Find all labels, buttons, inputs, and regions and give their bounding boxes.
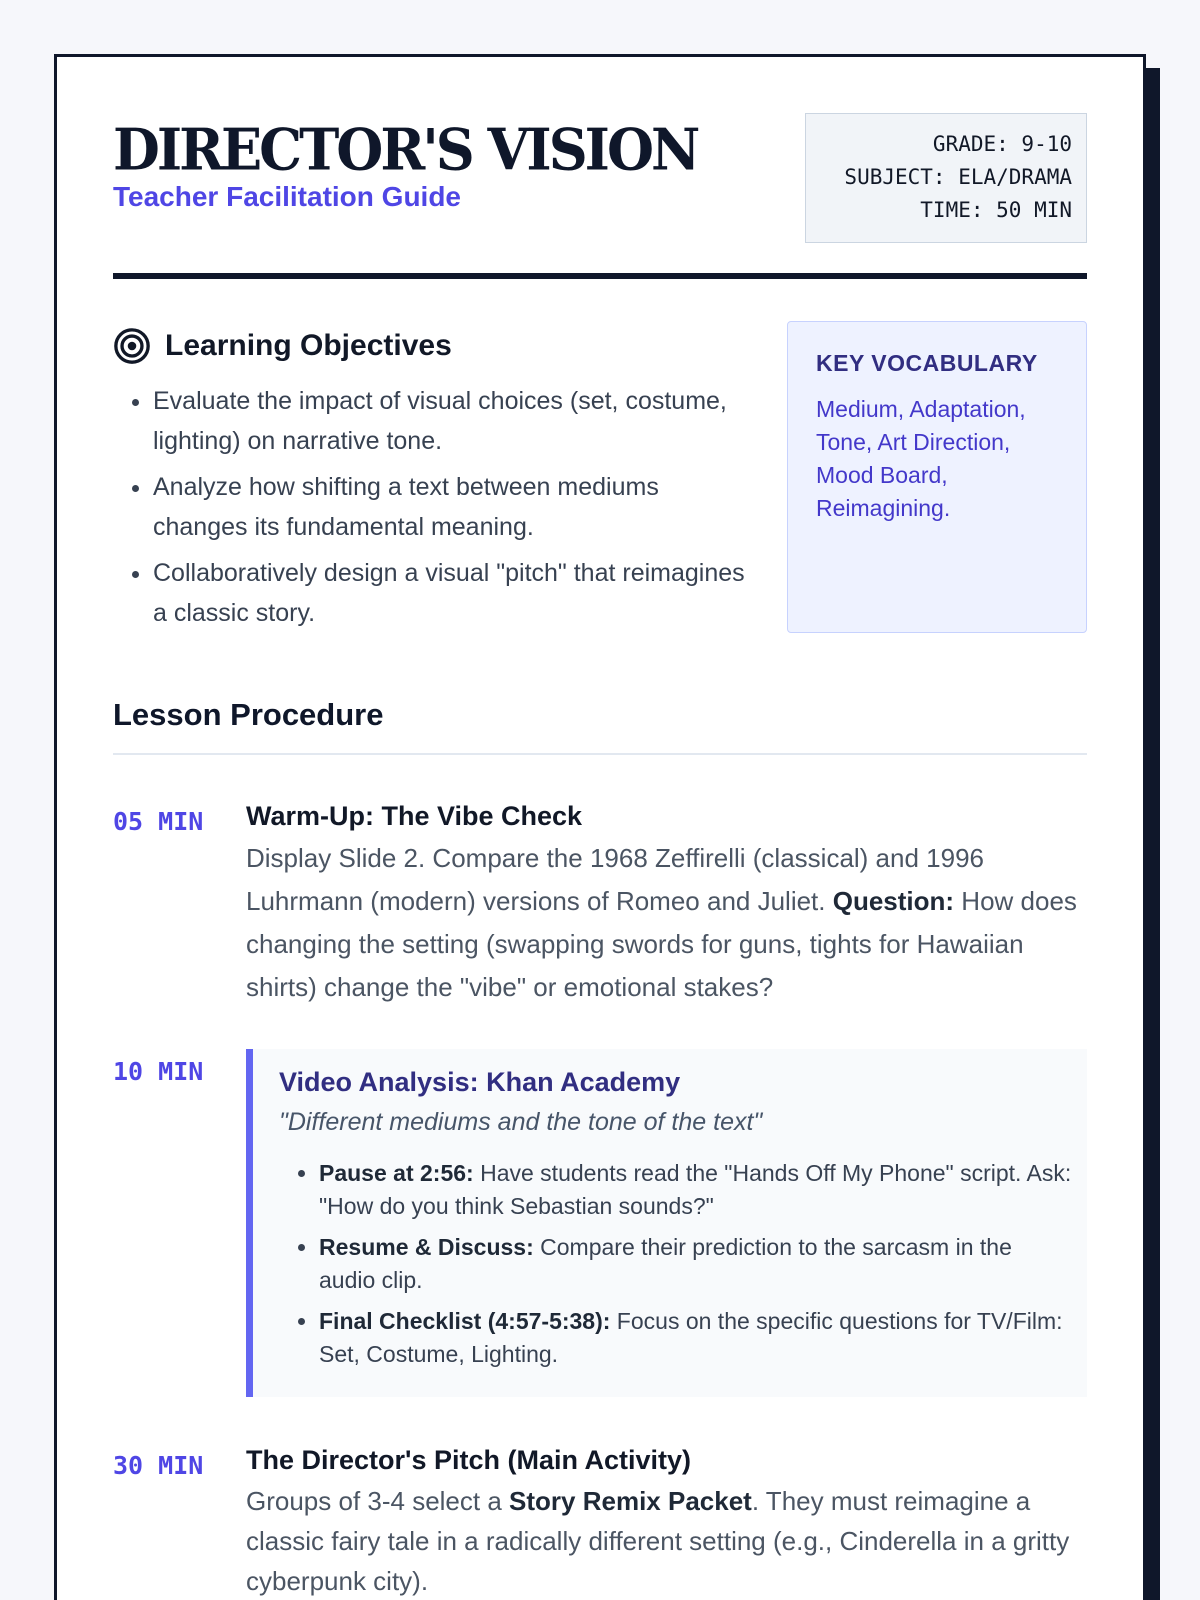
step-title: The Director's Pitch (Main Activity) xyxy=(246,1445,691,1475)
list-item xyxy=(319,1231,1073,1297)
header xyxy=(113,113,1087,273)
list-item: • Collaboratively design a visual "pitch" that reimagines a classic story. xyxy=(153,553,753,633)
grade-meta: GRADE: 9-10 xyxy=(932,132,1072,156)
step-body xyxy=(246,799,1087,1009)
item-text: Compare their prediction to the sarcasm in the audio clip. xyxy=(319,1234,1012,1293)
item-bold: Final Checklist (4:57-5:38): xyxy=(319,1308,611,1334)
step-description xyxy=(246,837,1087,1009)
desc-text: Groups of 3-4 select a xyxy=(246,1486,510,1516)
item-bold: Resume & Discuss: xyxy=(319,1234,534,1260)
step-body xyxy=(246,1443,1092,1600)
desc-text: Display Slide 2. Compare the 1968 Zeffirelli (classical) and 1996 Luhrmann (modern) versions of Romeo and Juliet. xyxy=(246,843,985,916)
header-divider xyxy=(113,273,1087,279)
step-description xyxy=(246,1481,1092,1600)
objectives-list xyxy=(153,381,753,633)
step-title: Warm-Up: The Vibe Check xyxy=(246,801,583,831)
time-meta: TIME: 50 MIN xyxy=(920,198,1072,222)
procedure-step-pitch xyxy=(113,1443,1087,1600)
lesson-meta-box xyxy=(805,113,1087,243)
step-time: 30 MIN xyxy=(113,1451,204,1480)
video-analysis-callout xyxy=(246,1049,1087,1397)
step-time: 10 MIN xyxy=(113,1057,204,1086)
target-icon xyxy=(113,327,151,365)
item-text: Have students read the "Hands Off My Phone" script. Ask: "How do you think Sebastian sounds?" xyxy=(319,1160,1072,1219)
objectives-heading-text: Learning Objectives xyxy=(165,329,452,362)
subject-meta: SUBJECT: ELA/DRAMA xyxy=(844,165,1072,189)
vocabulary-terms: Medium, Adaptation, Tone, Art Direction, Mood Board, Reimagining. xyxy=(816,396,1026,521)
lesson-page xyxy=(54,54,1146,1600)
callout-title: Video Analysis: Khan Academy xyxy=(279,1067,681,1097)
list-item: • Analyze how shifting a text between mediums changes its fundamental meaning. xyxy=(153,467,753,547)
list-item xyxy=(319,1305,1073,1371)
desc-bold: Story Remix Packet xyxy=(509,1486,752,1516)
desc-bold: Question: xyxy=(832,886,955,916)
list-item xyxy=(319,1157,1073,1223)
objectives-section xyxy=(113,321,1087,641)
callout-list xyxy=(319,1157,1073,1371)
title-block xyxy=(113,113,697,213)
desc-text: . They must reimagine a classic fairy tale in a radically different setting (e.g., Cinderella in a gritty cyberpunk city). xyxy=(246,1486,1070,1596)
procedure-divider xyxy=(113,753,1087,755)
key-vocabulary-box xyxy=(787,321,1087,633)
callout-quote: "Different mediums and the tone of the text" xyxy=(279,1108,763,1136)
objectives-heading xyxy=(113,327,753,365)
step-time: 05 MIN xyxy=(113,807,204,836)
procedure-heading: Lesson Procedure xyxy=(113,697,384,732)
page-subtitle: Teacher Facilitation Guide xyxy=(113,181,462,212)
page-title: DIRECTOR'S VISION xyxy=(113,115,698,184)
procedure-step-warmup xyxy=(113,799,1087,1009)
desc-text: How does changing the setting (swapping swords for guns, tights for Hawaiian shirts) change the "vibe" or emotional stakes? xyxy=(246,886,1077,1002)
item-bold: Pause at 2:56: xyxy=(319,1160,474,1186)
list-item: • Evaluate the impact of visual choices (set, costume, lighting) on narrative tone. xyxy=(153,381,753,461)
vocabulary-title: KEY VOCABULARY xyxy=(816,350,1038,376)
procedure-step-video xyxy=(113,1049,1087,1397)
item-text: Focus on the specific questions for TV/Film: Set, Costume, Lighting. xyxy=(319,1308,1063,1367)
objectives xyxy=(113,321,753,641)
